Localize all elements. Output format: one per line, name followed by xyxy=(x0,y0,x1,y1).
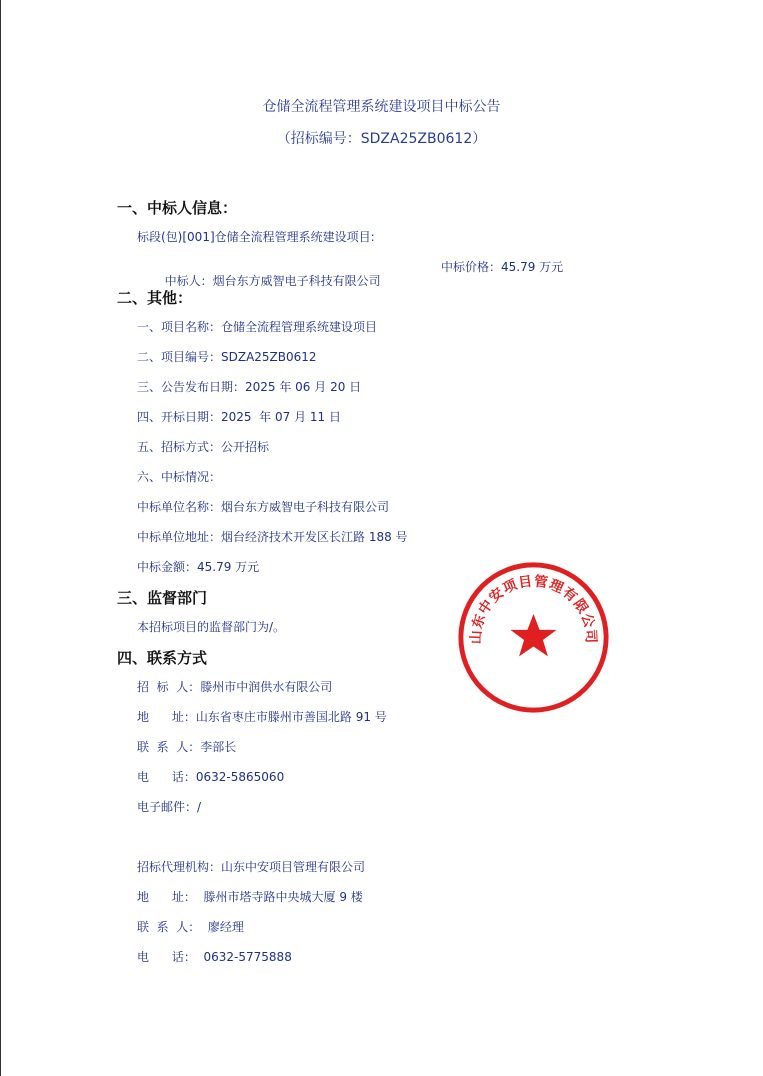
other-item: 二、项目编号：SDZA25ZB0612 xyxy=(137,350,317,364)
contact-item: 电 话：0632-5865060 xyxy=(137,770,285,784)
contact-item: 联 系 人：李部长 xyxy=(137,740,237,754)
section2-heading: 二、其他： xyxy=(117,289,193,307)
section1-heading: 一、中标人信息： xyxy=(117,199,238,217)
seal-star-icon xyxy=(510,614,556,656)
other-item: 四、开标日期：2025 年 07 月 11 日 xyxy=(137,410,341,424)
contact-item: 地 址：山东省枣庄市滕州市善国北路 91 号 xyxy=(137,710,387,724)
contact-item: 招 标 人：滕州市中润供水有限公司 xyxy=(137,680,333,694)
other-item: 中标金额：45.79 万元 xyxy=(137,560,260,574)
lot-line: 标段(包)[001]仓储全流程管理系统建设项目: xyxy=(137,230,375,244)
contact-item: 电子邮件：/ xyxy=(137,800,202,814)
section3-heading: 三、监督部门 xyxy=(117,589,208,607)
other-item: 中标单位名称：烟台东方威智电子科技有限公司 xyxy=(137,500,390,514)
document-subtitle: （招标编号：SDZA25ZB0612） xyxy=(276,131,487,147)
contact-item: 招标代理机构：山东中安项目管理有限公司 xyxy=(137,860,366,874)
other-item: 一、项目名称：仓储全流程管理系统建设项目 xyxy=(137,320,378,334)
seal-text: 山东中安项目管理有限公司 xyxy=(468,573,599,645)
contact-item: 地 址： 滕州市塔寺路中央城大厦 9 楼 xyxy=(137,890,363,904)
contact-item: 联 系 人： 廖经理 xyxy=(137,920,244,934)
section4-heading: 四、联系方式 xyxy=(117,649,208,667)
other-item: 中标单位地址：烟台经济技术开发区长江路 188 号 xyxy=(137,530,408,544)
winner-text: 中标人：烟台东方威智电子科技有限公司 xyxy=(164,274,381,288)
company-seal xyxy=(455,559,612,716)
document-title: 仓储全流程管理系统建设项目中标公告 xyxy=(262,99,501,115)
winner-line xyxy=(157,258,381,289)
price-text: 中标价格：45.79 万元 xyxy=(441,260,564,274)
other-item: 三、公告发布日期：2025 年 06 月 20 日 xyxy=(137,380,362,394)
other-item: 五、招标方式：公开招标 xyxy=(137,440,270,454)
contact-item: 电 话： 0632-5775888 xyxy=(137,950,292,964)
supervision-text: 本招标项目的监督部门为/。 xyxy=(137,620,286,634)
page-left-border xyxy=(0,0,1,1076)
other-item: 六、中标情况： xyxy=(137,470,222,484)
